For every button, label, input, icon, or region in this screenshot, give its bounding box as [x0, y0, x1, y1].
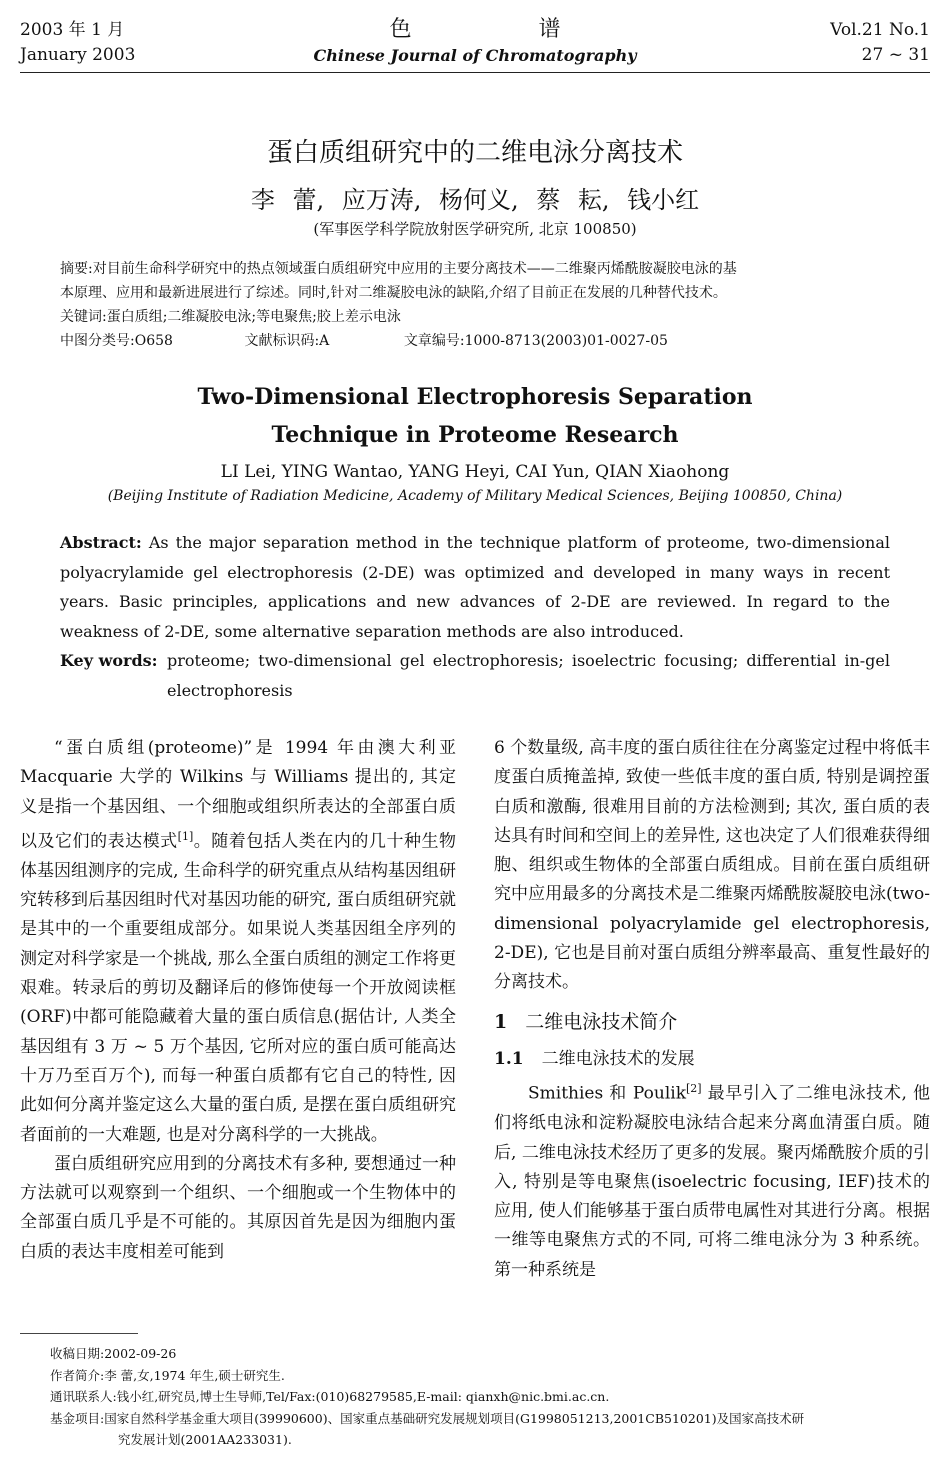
classification-row: [60, 329, 890, 353]
issue-date-en: January 2003: [20, 45, 136, 65]
keywords-en-text: proteome; two-dimensional gel electrophoresis; isoelectric focusing; differential in-gel electrophoresis: [167, 651, 890, 700]
abstract-cn-line-2: 本原理、应用和最新进展进行了综述。同时,针对二维凝胶电泳的缺陷,介绍了目前正在发展的几种替代技术。: [60, 285, 727, 301]
issue-date: [20, 18, 135, 68]
document-code: 文献标识码:A: [244, 333, 330, 349]
journal-name-cn: 色 谱: [389, 17, 621, 42]
title-en-line-2: Technique in Proteome Research: [271, 422, 679, 448]
header-rule: [20, 72, 930, 73]
abstract-en-label: Abstract:: [60, 533, 142, 552]
footnote-contact: 通讯联系人:钱小红,研究员,博士生导师,Tel/Fax:(010)68279585,E-mail: qianxh@nic.bmi.ac.cn.: [50, 1389, 610, 1404]
paragraph-intro-a: “蛋白质组(proteome)”是 1994 年由澳大利亚 Macquarie 大学的 Wilkins 与 Williams 提出的, 其定义是指一个基因组、一个细胞或组织所表达的全部蛋白质以及它们的表达模式: [20, 738, 456, 852]
abstract-en: [60, 528, 890, 646]
affiliation-en: (Beijing Institute of Radiation Medicine, Academy of Military Medical Sciences, Beijing 100850, China): [107, 488, 843, 504]
issue-date-cn: 2003 年 1 月: [20, 20, 125, 40]
paragraph-continued: 6 个数量级, 高丰度的蛋白质往往在分离鉴定过程中将低丰度蛋白质掩盖掉, 致使一些低丰度的蛋白质, 特别是调控蛋白质和激酶, 很难用目前的方法检测到; 其次, 蛋白质的表达具有时间和空间上的差异性, 这也决定了人们很难获得细胞、组织或生物体的全部蛋白质组成。目前在蛋白质组研究中应用最多的分离技术是二维聚丙烯酰胺凝胶电泳(two-dimensional polyacrylamide gel electrophoresis, 2-DE), 它也是目前对蛋白质组分辨率最高、重复性最好的分离技术。: [494, 738, 930, 993]
paragraph-separation-methods: 蛋白质组研究应用到的分离技术有多种, 要想通过一种方法就可以观察到一个组织、一个细胞或一个生物体中的全部蛋白质几乎是不可能的。其原因首先是因为细胞内蛋白质的表达丰度相差可能到: [20, 1153, 456, 1262]
body-column-right: [494, 734, 930, 1285]
title-en-line-1: Two-Dimensional Electrophoresis Separation: [197, 384, 753, 410]
footnote-received: 收稿日期:2002-09-26: [50, 1346, 177, 1361]
title-en: [0, 378, 950, 454]
title-cn: 蛋白质组研究中的二维电泳分离技术: [266, 138, 683, 168]
footnote-fund: 基金项目:国家自然科学基金重大项目(39990600)、国家重点基础研究发展规划项目(G1998051213,2001CB510201)及国家高技术研: [50, 1410, 805, 1426]
authors-en: LI Lei, YING Wantao, YANG Heyi, CAI Yun, QIAN Xiaohong: [220, 462, 730, 482]
article-number: 文章编号:1000-8713(2003)01-0027-05: [403, 333, 668, 349]
subsection-number: 1.1: [494, 1048, 524, 1069]
volume-number: Vol.21 No.1: [830, 20, 930, 40]
footnote-author-bio: 作者简介:李 蕾,女,1974 年生,硕士研究生.: [50, 1367, 285, 1383]
paragraph-history-b: 最早引入了二维电泳技术, 他们将纸电泳和淀粉凝胶电泳结合起来分离血清蛋白质。随后, 二维电泳技术经历了更多的发展。聚丙烯酰胺介质的引入, 特别是等电聚焦(isoelectric focusing, IEF)技术的应用, 使人们能够基于蛋白质带电属性对其进行分离。根据一维等电聚焦方式的不同, 可将二维电泳分为 3 种系统。第一种系统是: [494, 1083, 930, 1280]
keywords-cn: 关键词:蛋白质组;二维凝胶电泳;等电聚焦;胶上差示电泳: [60, 309, 401, 325]
footnote-rule: [20, 1333, 138, 1334]
affiliation-cn: (军事医学科学院放射医学研究所, 北京 100850): [313, 220, 637, 238]
subsection-title: 二维电泳技术的发展: [541, 1048, 695, 1069]
section-number: 1: [494, 1010, 508, 1033]
authors-cn: 李 蕾, 应万涛, 杨何义, 蔡 耘, 钱小红: [250, 186, 700, 214]
volume-info: [830, 18, 930, 68]
keywords-en-label: Key words:: [60, 651, 158, 670]
abstract-cn-line-1: 摘要:对目前生命科学研究中的热点领域蛋白质组研究中应用的主要分离技术——二维聚丙烯酰胺凝胶电泳的基: [60, 261, 737, 277]
paragraph-intro: [20, 734, 456, 1150]
subsection-heading-1-1: [494, 1045, 930, 1074]
journal-name: [300, 16, 650, 68]
paragraph-history: [494, 1074, 930, 1285]
footnotes: [50, 1343, 910, 1451]
citation-1: [1]: [177, 829, 194, 843]
journal-name-en: Chinese Journal of Chromatography: [313, 46, 637, 65]
section-title: 二维电泳技术简介: [525, 1010, 678, 1033]
paragraph-intro-b: 。随着包括人类在内的几十种生物体基因组测序的完成, 生命科学的研究重点从结构基因组研究转移到后基因组时代对基因功能的研究, 蛋白质组研究就是其中的一个重要组成部分。如果说人类基因组全序列的测定对科学家是一个挑战, 那么全蛋白质组的测定工作将更艰难。转录后的剪切及翻译后的修饰使每一个开放阅读框(ORF)中都可能隐藏着大量的蛋白质信息(据估计, 人类全基因组有 3 万 ~ 5 万个基因, 它所对应的蛋白质可能高达十万乃至百万个), 而每一种蛋白质都有它自己的特性, 因此如何分离并鉴定这么大量的蛋白质, 是摆在蛋白质组研究者面前的一大难题, 也是对分离科学的一大挑战。: [20, 831, 457, 1145]
section-heading-1: [494, 1008, 930, 1037]
footnote-fund-continued: 究发展计划(2001AA233031).: [118, 1432, 292, 1447]
page-range: 27 ~ 31: [861, 45, 930, 65]
body-column-left: [20, 734, 456, 1267]
abstract-cn: [60, 257, 890, 353]
abstract-en-text: As the major separation method in the technique platform of proteome, two-dimensional polyacrylamide gel electrophoresis (2-DE) was optimized and developed in many ways in recent years. Basic principles, applications and new advances of 2-DE are reviewed. In regard to the weakness of 2-DE, some alternative separation methods are also introduced.: [60, 533, 890, 641]
paragraph-history-a: Smithies 和 Poulik: [528, 1083, 687, 1104]
clc-number: 中图分类号:O658: [60, 333, 173, 349]
citation-2: [2]: [686, 1082, 702, 1096]
